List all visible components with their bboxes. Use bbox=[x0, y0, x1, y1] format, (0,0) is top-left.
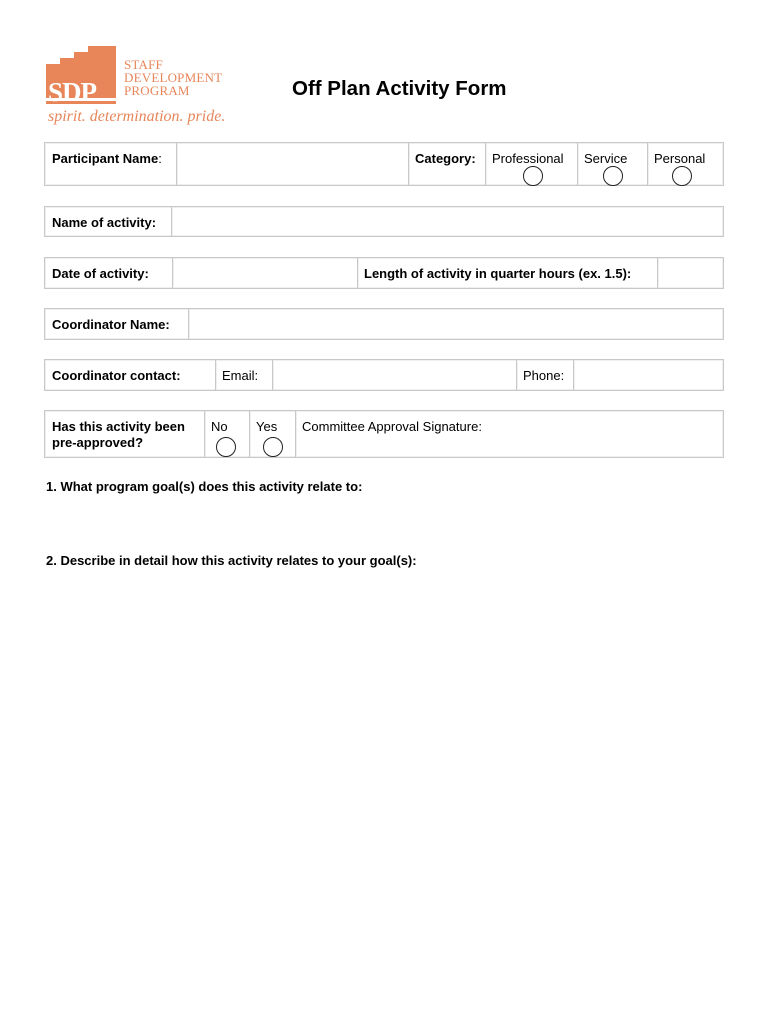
signature-cell[interactable] bbox=[295, 411, 725, 457]
length-label-cell bbox=[357, 258, 657, 288]
logo-tagline: spirit. determination. pride. bbox=[48, 108, 226, 125]
phone-label-cell bbox=[516, 360, 573, 390]
logo-line-development: DEVELOPMENT bbox=[124, 70, 223, 85]
participant-name-input[interactable] bbox=[176, 143, 408, 185]
logo-abbreviation: SDP bbox=[48, 77, 97, 107]
preapproved-yes-radio[interactable] bbox=[263, 437, 283, 457]
category-label: Category: bbox=[415, 151, 476, 166]
coordinator-contact-label: Coordinator contact: bbox=[52, 368, 181, 383]
activity-name-label: Name of activity: bbox=[52, 215, 157, 230]
preapproved-yes-cell bbox=[249, 411, 295, 457]
preapproved-no-cell bbox=[204, 411, 249, 457]
participant-name-label-cell bbox=[45, 143, 176, 185]
preapproved-no-label: No bbox=[211, 419, 228, 434]
email-input[interactable] bbox=[272, 360, 516, 390]
length-label: Length of activity in quarter hours (ex. 1.5): bbox=[364, 266, 632, 281]
logo-line-staff: STAFF bbox=[124, 57, 163, 72]
category-label-cell bbox=[408, 143, 485, 185]
preapproved-no-radio[interactable] bbox=[216, 437, 236, 457]
preapproved-label-line1: Has this activity been bbox=[52, 419, 185, 434]
activity-name-row bbox=[44, 206, 724, 237]
email-label-cell bbox=[215, 360, 272, 390]
activity-name-label-cell bbox=[45, 207, 171, 236]
coordinator-name-label: Coordinator Name: bbox=[52, 317, 170, 332]
phone-label: Phone: bbox=[523, 368, 565, 383]
date-length-row bbox=[44, 257, 724, 289]
category-service-cell bbox=[577, 143, 647, 185]
coordinator-contact-row bbox=[44, 359, 724, 391]
phone-input[interactable] bbox=[573, 360, 725, 390]
question-1: 1. What program goal(s) does this activity relate to: bbox=[46, 479, 363, 494]
logo-line-program: PROGRAM bbox=[124, 83, 190, 98]
logo-wordmark bbox=[124, 58, 222, 97]
coordinator-name-label-cell bbox=[45, 309, 188, 339]
preapproved-label-cell bbox=[45, 411, 204, 457]
category-professional-label: Professional bbox=[492, 151, 564, 166]
participant-row bbox=[44, 142, 724, 186]
coordinator-name-input[interactable] bbox=[188, 309, 725, 339]
sdp-logo bbox=[46, 46, 246, 136]
question-2: 2. Describe in detail how this activity relates to your goal(s): bbox=[46, 553, 417, 568]
length-input[interactable] bbox=[657, 258, 725, 288]
participant-name-label: Participant Name: bbox=[52, 151, 162, 166]
signature-label: Committee Approval Signature: bbox=[302, 419, 482, 434]
category-personal-radio[interactable] bbox=[672, 166, 692, 186]
page-title: Off Plan Activity Form bbox=[292, 77, 507, 100]
date-label-cell bbox=[45, 258, 172, 288]
preapproved-row bbox=[44, 410, 724, 458]
preapproved-yes-label: Yes bbox=[256, 419, 278, 434]
category-service-radio[interactable] bbox=[603, 166, 623, 186]
email-label: Email: bbox=[222, 368, 259, 383]
date-label: Date of activity: bbox=[52, 266, 149, 281]
category-personal-cell bbox=[647, 143, 725, 185]
coordinator-name-row bbox=[44, 308, 724, 340]
preapproved-label-line2: pre-approved? bbox=[52, 435, 144, 450]
coordinator-contact-label-cell bbox=[45, 360, 215, 390]
category-personal-label: Personal bbox=[654, 151, 706, 166]
category-professional-radio[interactable] bbox=[523, 166, 543, 186]
date-input[interactable] bbox=[172, 258, 357, 288]
category-professional-cell bbox=[485, 143, 577, 185]
category-service-label: Service bbox=[584, 151, 628, 166]
activity-name-input[interactable] bbox=[171, 207, 725, 236]
